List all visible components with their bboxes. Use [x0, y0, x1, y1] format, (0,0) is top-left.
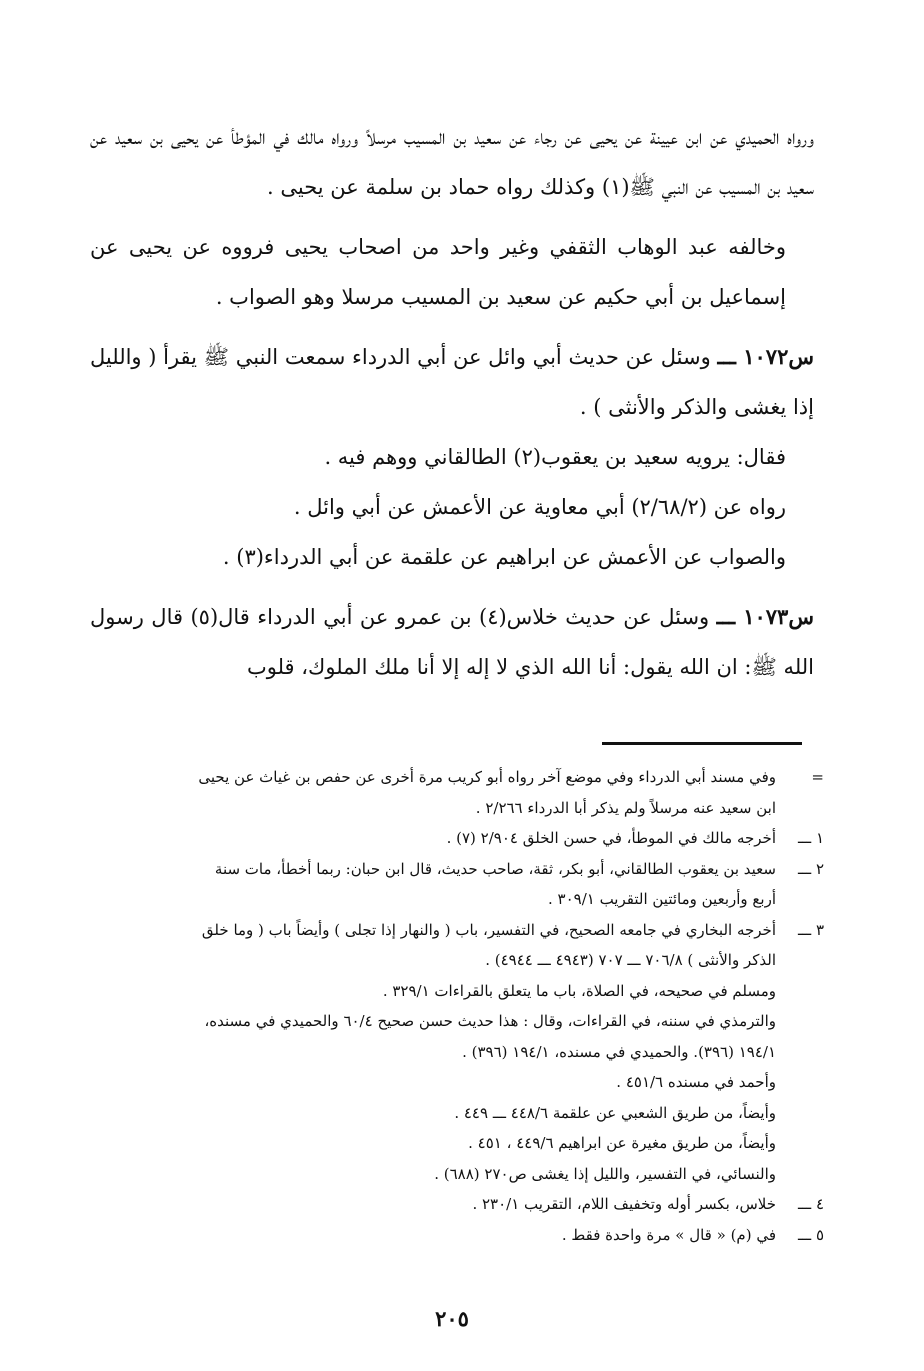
footnote-text: أخرجه البخاري في جامعه الصحيح، في التفسير، باب ( والنهار إذا تجلى ) وأيضاً باب ( وما خلق	[201, 920, 776, 939]
footnote-text: خلاس، بكسر أوله وتخفيف اللام، التقريب ٢٣٠/١ .	[472, 1195, 776, 1213]
footnote-line	[90, 1006, 824, 1037]
footnote-line	[90, 976, 824, 1007]
footnote-text: ومسلم في صحيحه، في الصلاة، باب ما يتعلق بالقراءات ٣٢٩/١ .	[382, 981, 776, 1000]
footnote-marker: ٥ ـــ	[797, 1225, 824, 1244]
footnote-text: سعيد بن يعقوب الطالقاني، أبو بكر، ثقة، صاحب حديث، قال ابن حبان: ربما أخطأ، مات سنة	[214, 859, 776, 878]
footnote-marker: ٣ ـــ	[797, 920, 824, 939]
footnote-line	[90, 945, 824, 976]
footnote-text: ١٩٤/١ (٣٩٦). والحميدي في مسنده، ١٩٤/١ (٣٩٦) .	[462, 1042, 776, 1061]
question-paragraph	[90, 332, 814, 432]
footnote-text: والنسائي، في التفسير، والليل إذا يغشى ص٢٧٠ (٦٨٨) .	[434, 1164, 776, 1183]
footnote-line	[90, 1067, 824, 1098]
footnote-marker: ١ ـــ	[797, 829, 824, 847]
footnote-line	[90, 854, 824, 885]
footnote-marker: ٤ ـــ	[797, 1195, 824, 1213]
footnote-text: وأيضاً، من طريق مغيرة عن ابراهيم ٤٤٩/٦ ، ٤٥١ .	[468, 1134, 776, 1152]
footnote-text: أخرجه مالك في الموطأ، في حسن الخلق ٢/٩٠٤ (٧) .	[446, 829, 776, 847]
paragraph: والصواب عن الأعمش عن ابراهيم عن علقمة عن أبي الدرداء(٣) .	[222, 545, 786, 569]
question-text: وسئل عن حديث خلاس(٤) بن عمرو عن أبي الدرداء قال(٥) قال رسول الله ﷺ: ان الله يقول: أنا الله الذي لا إله إلا أنا ملك الملوك، قلوب	[90, 605, 814, 679]
footnote-line	[90, 1159, 824, 1190]
footnote-marker	[776, 1159, 824, 1190]
footnote-text: الذكر والأنثى ) ٧٠٦/٨ ـــ ٧٠٧ (٤٩٤٣ ـــ ٤٩٤٤) .	[485, 951, 776, 969]
footnote-marker	[776, 1098, 824, 1129]
footnote-marker	[776, 1067, 824, 1098]
paragraph: وخالفه عبد الوهاب الثقفي وغير واحد من اصحاب يحيى فرووه عن يحيى عن إسماعيل بن أبي حكيم عن سعيد بن المسيب مرسلا وهو الصواب .	[90, 235, 786, 309]
question-text: وسئل عن حديث أبي وائل عن أبي الدرداء سمعت النبي ﷺ يقرأ ( والليل إذا يغشى والذكر والأنثى ) .	[90, 345, 814, 419]
question-paragraph	[90, 592, 814, 692]
footnote-marker	[776, 1006, 824, 1037]
footnote-marker	[776, 976, 824, 1007]
footnote-line	[90, 915, 824, 946]
footnote-line	[90, 793, 824, 824]
footnote-line	[90, 1098, 824, 1129]
footnote-marker	[776, 793, 824, 824]
question-number: س١٠٧٣ ـــ	[716, 604, 814, 629]
main-text	[90, 112, 814, 692]
footnote-marker: ٢ ـــ	[797, 859, 824, 878]
page-number: ٢٠٥	[435, 1306, 469, 1331]
footnote-text: وأيضاً، من طريق الشعبي عن علقمة ٤٤٨/٦ ـــ ٤٤٩ .	[454, 1103, 776, 1122]
question-number: س١٠٧٢ ـــ	[717, 344, 814, 369]
paragraph: فقال: يرويه سعيد بن يعقوب(٢) الطالقاني ووهم فيه .	[324, 445, 786, 469]
footnote-text: وفي مسند أبي الدرداء وفي موضع آخر رواه أبو كريب مرة أخرى عن حفص بن غياث عن يحيى	[198, 768, 776, 786]
footnote-marker	[776, 1037, 824, 1068]
footnote-marker	[776, 884, 824, 915]
footnote-line	[90, 1220, 824, 1251]
footnotes	[90, 762, 824, 1250]
footnote-marker: =	[811, 768, 824, 786]
footnote-marker	[776, 945, 824, 976]
footnote-marker	[776, 1128, 824, 1159]
footnote-text: ابن سعيد عنه مرسلاً ولم يذكر أبا الدرداء ٢/٢٦٦ .	[475, 798, 776, 817]
footnote-text: والترمذي في سننه، في القراءات، وقال : هذا حديث حسن صحيح ٦٠/٤ والحميدي في مسنده،	[204, 1012, 776, 1030]
footnote-text: وأحمد في مسنده ٤٥١/٦ .	[616, 1073, 776, 1091]
footnote-text: في (م) « قال » مرة واحدة فقط .	[561, 1225, 776, 1244]
footnote-separator	[602, 742, 802, 745]
footnote-line	[90, 823, 824, 854]
footnote-line	[90, 762, 824, 793]
footnote-text: أربع وأربعين ومائتين التقريب ٣٠٩/١ .	[547, 890, 776, 908]
paragraph: ورواه الحميدي عن ابن عيينة عن يحيى عن رجاء عن سعيد بن المسيب مرسلاً ورواه مالك في المؤطأ عن يحيى بن سعيد عن سعيد بن المسيب عن النبي ﷺ(١) وكذلك رواه حماد بن سلمة عن يحيى .	[90, 125, 814, 199]
paragraph: رواه عن (٢/٦٨/٢) أبي معاوية عن الأعمش عن أبي وائل .	[293, 495, 786, 519]
footnote-line	[90, 884, 824, 915]
footnote-line	[90, 1037, 824, 1068]
footnote-line	[90, 1189, 824, 1220]
footnote-line	[90, 1128, 824, 1159]
